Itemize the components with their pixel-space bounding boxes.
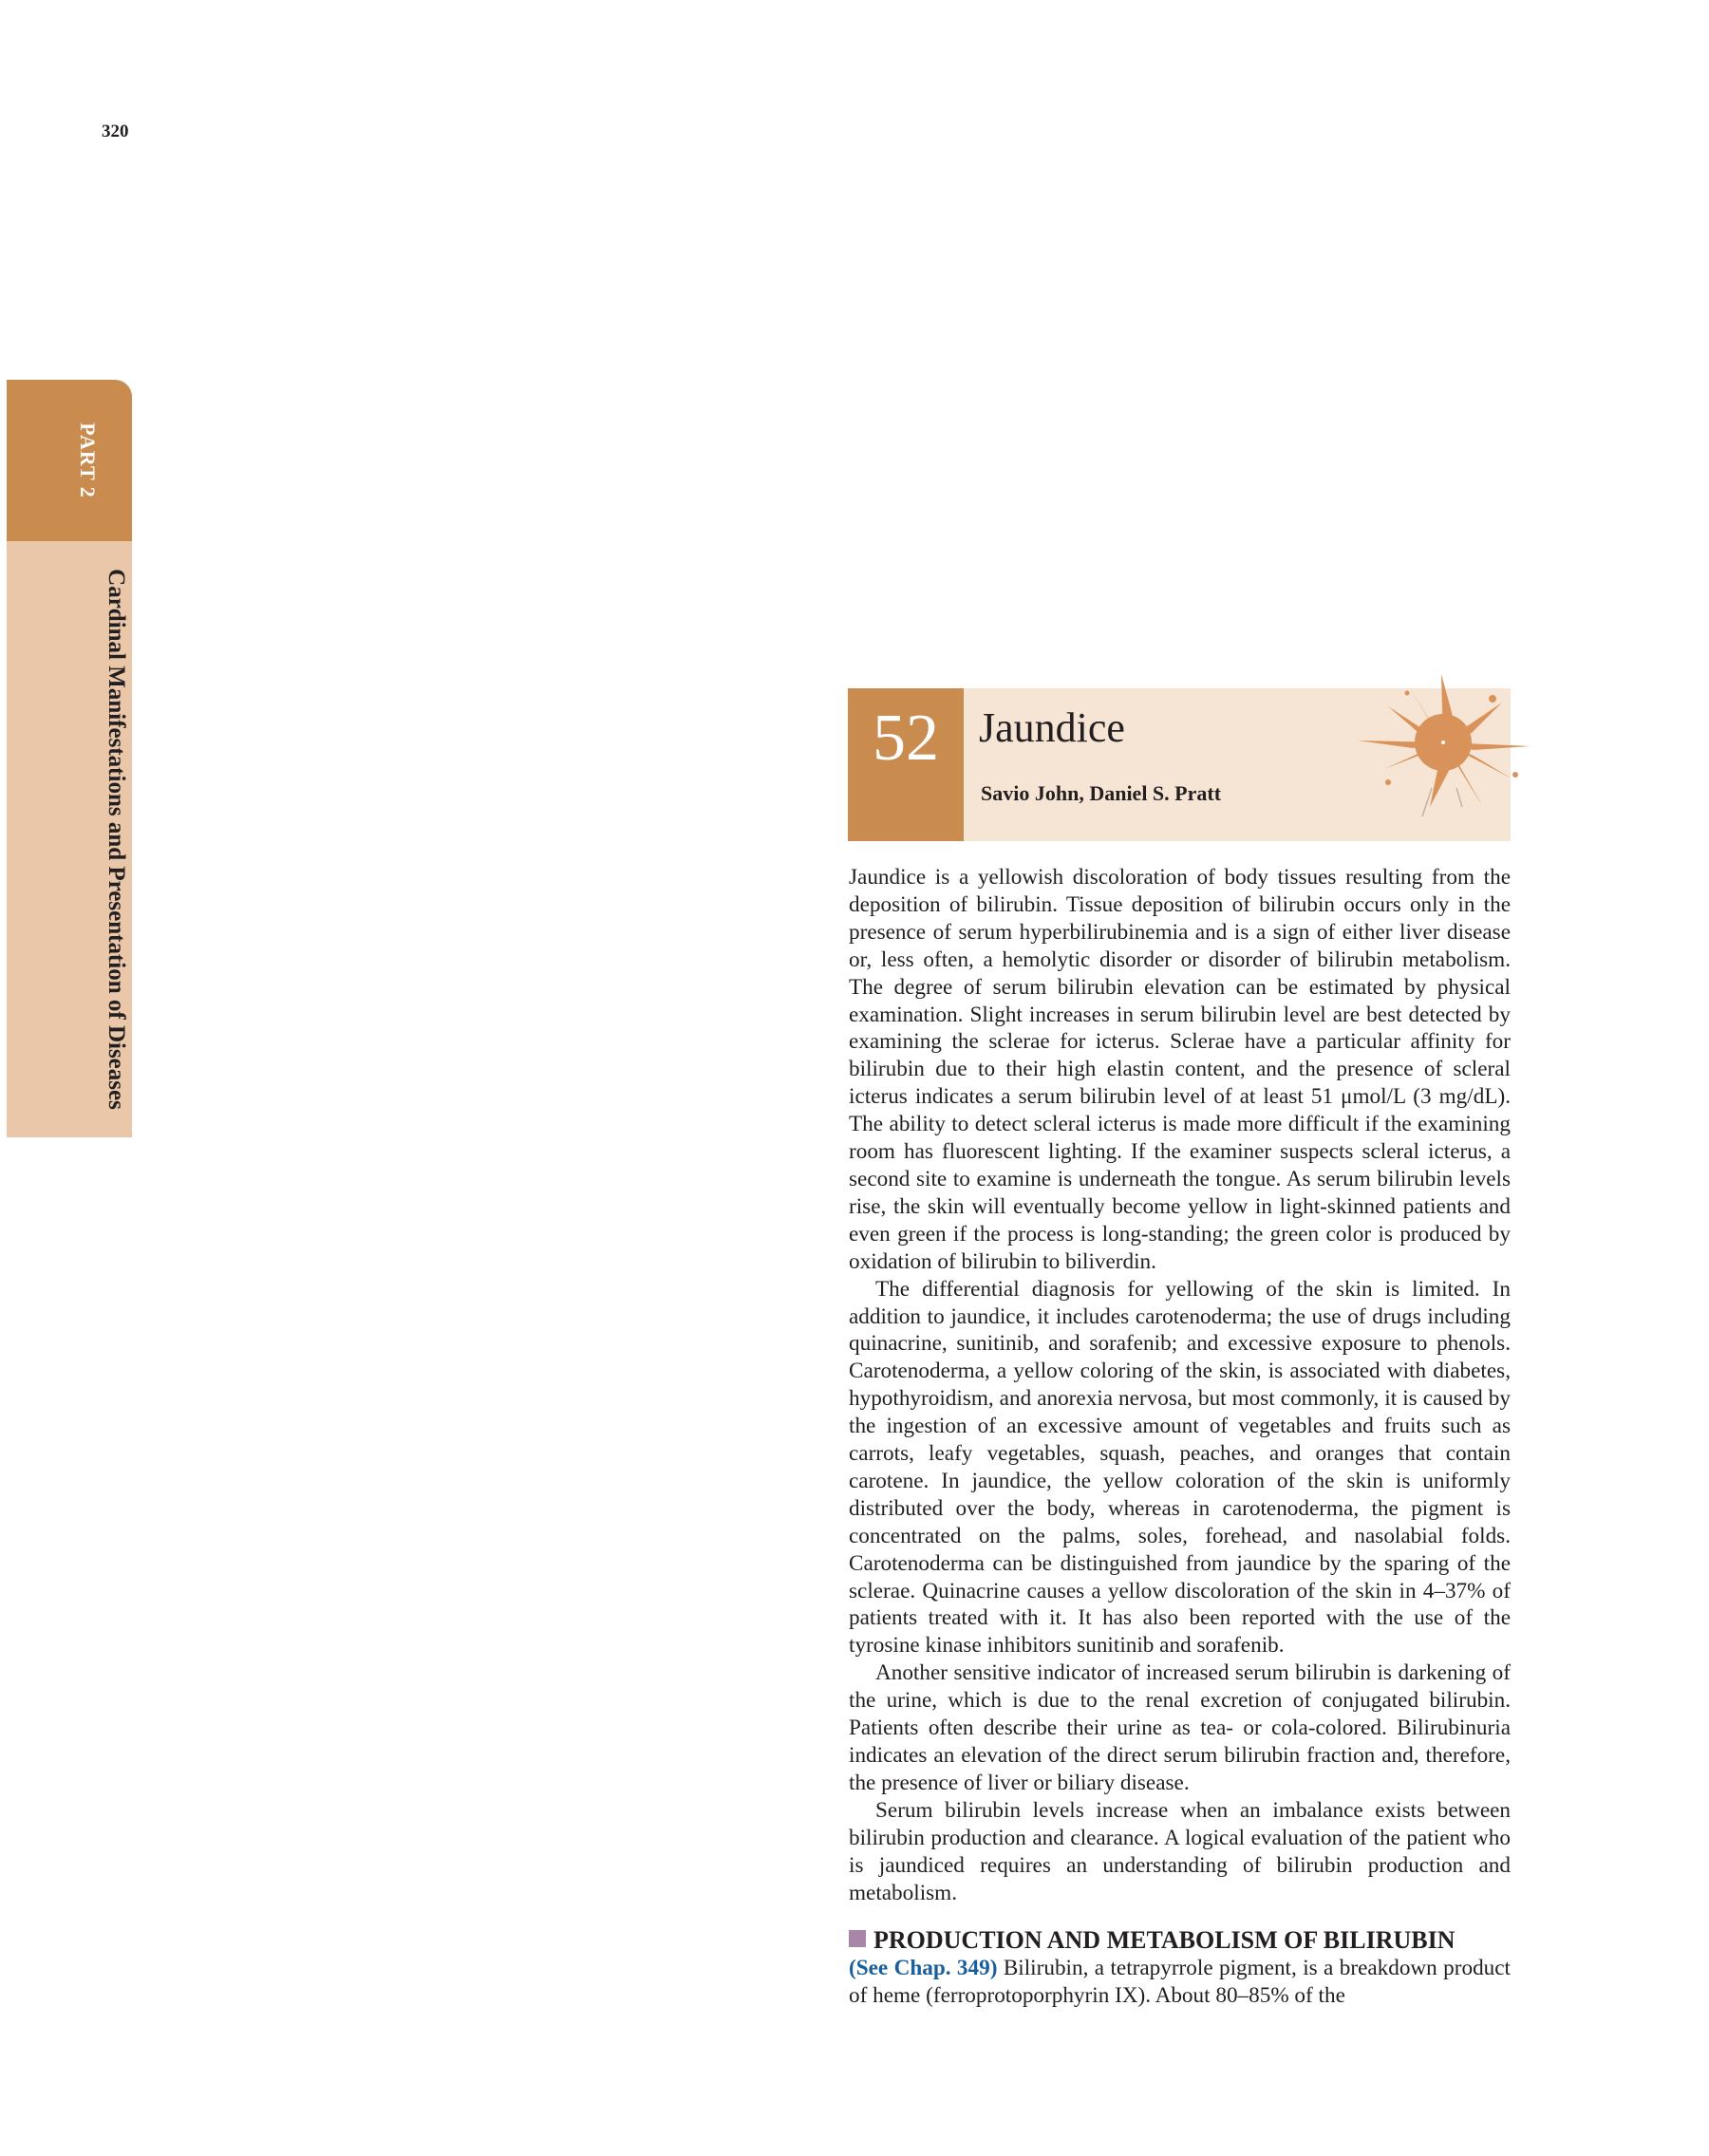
section-heading-text: PRODUCTION AND METABOLISM OF BILIRUBIN [873,1926,1455,1954]
section-heading [849,1926,1511,1955]
splatter-decoration-icon [1350,665,1540,826]
chapter-cross-reference-link[interactable]: (See Chap. 349) [849,1956,998,1980]
paragraph: Jaundice is a yellowish discoloration of body tissues resulting from the deposition of bilirubin. Tissue deposition of bilirubin occurs only in the presence of serum hyperbilirubinemia and is a sign of either liver disease or, less often, a hemolytic disorder or disorder of bilirubin metabolism. The degree of serum bilirubin elevation can be estimated by physical examination. Slight increases in serum bilirubin level are best detected by examining the sclerae for icterus. Sclerae have a particular affinity for bilirubin due to their high elastin content, and the presence of scleral icterus indicates a serum bilirubin level of at least 51 μmol/L (3 mg/dL). The ability to detect scleral icterus is made more difficult if the examining room has fluorescent lighting. If the examiner suspects scleral icterus, a second site to examine is underneath the tongue. As serum bilirubin levels rise, the skin will eventually become yellow in light-skinned patients and even green if the process is long-standing; the green color is produced by oxidation of bilirubin to biliverdin. [849,865,1511,1274]
paragraph [849,1955,1511,2010]
paragraph: Serum bilirubin levels increase when an imbalance exists between bilirubin production and clearance. A logical evaluation of the patient who is jaundiced requires an understanding of bilirubin production and metabolism. [849,1797,1511,1905]
chapter-number-box [848,688,964,841]
section-label: Cardinal Manifestations and Presentation of Diseases [103,569,129,1110]
section-body [849,1955,1511,2010]
side-tab [7,380,132,1137]
chapter-number: 52 [873,702,939,775]
paragraph: Another sensitive indicator of increased serum bilirubin is darkening of the urine, which is due to the renal excretion of conjugated bilirubin. Patients often describe their urine as tea- or cola-colored. Bilirubinuria indicates an elevation of the direct serum bilirubin fraction and, therefore, the presence of liver or biliary disease. [849,1660,1511,1795]
section-paragraph-text: Bilirubin, a tetrapyrrole pigment, is a breakdown product of heme (ferroprotoporphyrin IX). About 80–85% of the [849,1956,1511,2008]
paragraph: The differential diagnosis for yellowing of the skin is limited. In addition to jaundice, it includes carotenoderma; the use of drugs including quinacrine, sunitinib, and sorafenib; and excessive exposure to phenols. Carotenoderma, a yellow coloring of the skin, is associated with diabetes, hypothyroidism, and anorexia nervosa, but most commonly, it is caused by the ingestion of an excessive amount of vegetables and fruits such as carrots, leafy vegetables, squash, peaches, and oranges that contain carotene. In jaundice, the yellow coloration of the skin is uniformly distributed over the body, whereas in carotenoderma, the pigment is concentrated on the palms, soles, forehead, and nasolabial folds. Carotenoderma can be distinguished from jaundice by the sparing of the sclerae. Quinacrine causes a yellow discoloration of the skin in 4–37% of patients treated with it. It has also been reported with the use of the tyrosine kinase inhibitors sunitinib and sorafenib. [849,1276,1511,1659]
chapter-body [849,864,1511,1906]
part-tab [7,380,132,541]
page-number: 320 [102,122,129,141]
part-label: PART 2 [76,422,100,498]
chapter-title: Jaundice [979,704,1125,751]
square-bullet-icon [849,1930,866,1947]
chapter-authors: Savio John, Daniel S. Pratt [981,781,1222,805]
